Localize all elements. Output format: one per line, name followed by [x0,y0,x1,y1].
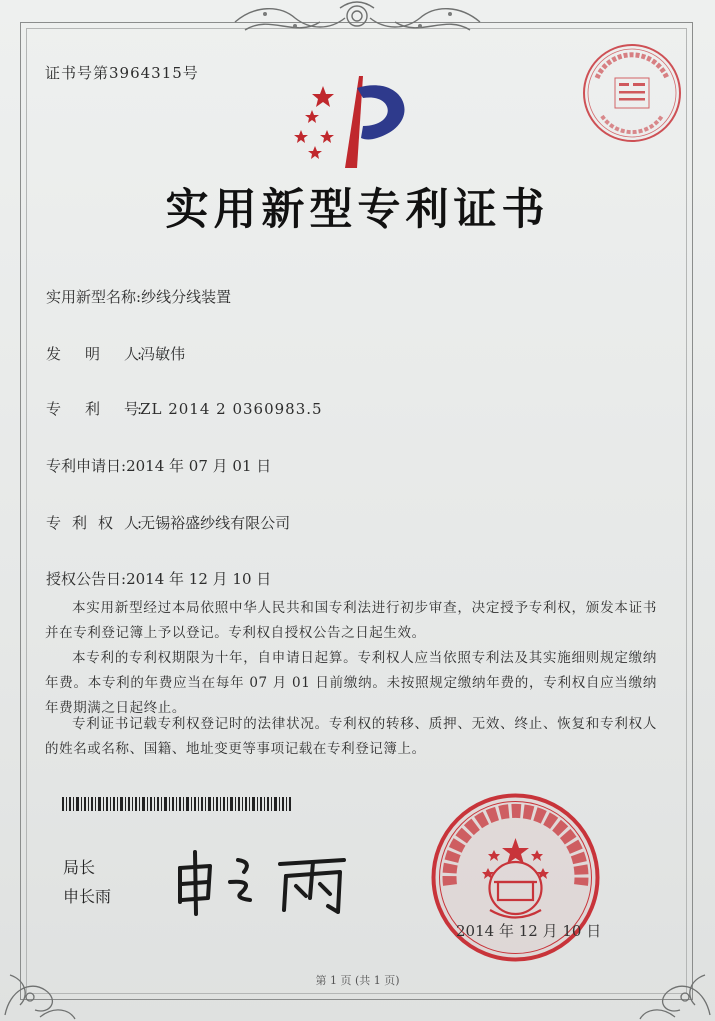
paragraph-grant: 本实用新型经过本局依照中华人民共和国专利法进行初步审查，决定授予专利权，颁发本证书并在专利登记簿上予以登记。专利权自授权公告之日起生效。 [45,600,657,641]
field-label: 专 利 号: [46,400,141,418]
field-label: 实用新型名称: [46,288,142,306]
top-ornament-icon [225,0,490,40]
field-label: 专利申请日: [46,457,127,475]
director-title: 局长 [63,858,96,877]
certificate-title: 实用新型专利证书 [165,185,550,235]
field-value: 纱线分线装置 [141,288,232,306]
certificate-number: 证书号第3964315号 [45,64,199,82]
tax-stamp-icon [577,38,687,148]
field-label: 授权公告日: [46,570,127,588]
field-application-date [46,455,271,476]
director-name: 申长雨 [63,887,112,906]
barcode-icon [62,797,293,811]
field-value: 2014 年 07 月 01 日 [126,457,272,475]
field-value: 2014 年 12 月 10 日 [126,570,272,588]
field-inventor [46,343,185,364]
field-patentee [46,512,290,533]
paragraph-register: 专利证书记载专利权登记时的法律状况。专利权的转移、质押、无效、终止、恢复和专利权人的姓名或名称、国籍、地址变更等事项记载在专利登记簿上。 [45,716,657,757]
field-label: 专 利 权 人: [46,514,141,532]
field-value: 冯敏伟 [140,345,186,363]
paragraph-term: 本专利的专利权期限为十年，自申请日起算。专利权人应当依照专利法及其实施细则规定缴纳年费。本专利的年费应当在每年 07 月 01 日前缴纳。未按照规定缴纳年费的，专利权自应当缴纳年费期满之日起终止。 [45,650,657,716]
field-utility-model-name [46,286,231,307]
page-number: 第 1 页 (共 1 页) [315,974,400,987]
patent-office-logo-icon [285,68,420,173]
field-value: ZL 2014 2 0360983.5 [140,400,323,418]
field-patent-number [46,398,323,419]
field-value: 无锡裕盛纱线有限公司 [140,514,291,532]
seal-date: 2014 年 12 月 10 日 [456,922,602,940]
handwritten-signature-icon [168,840,368,920]
field-label: 发 明 人: [46,345,141,363]
field-grant-date [46,568,271,589]
